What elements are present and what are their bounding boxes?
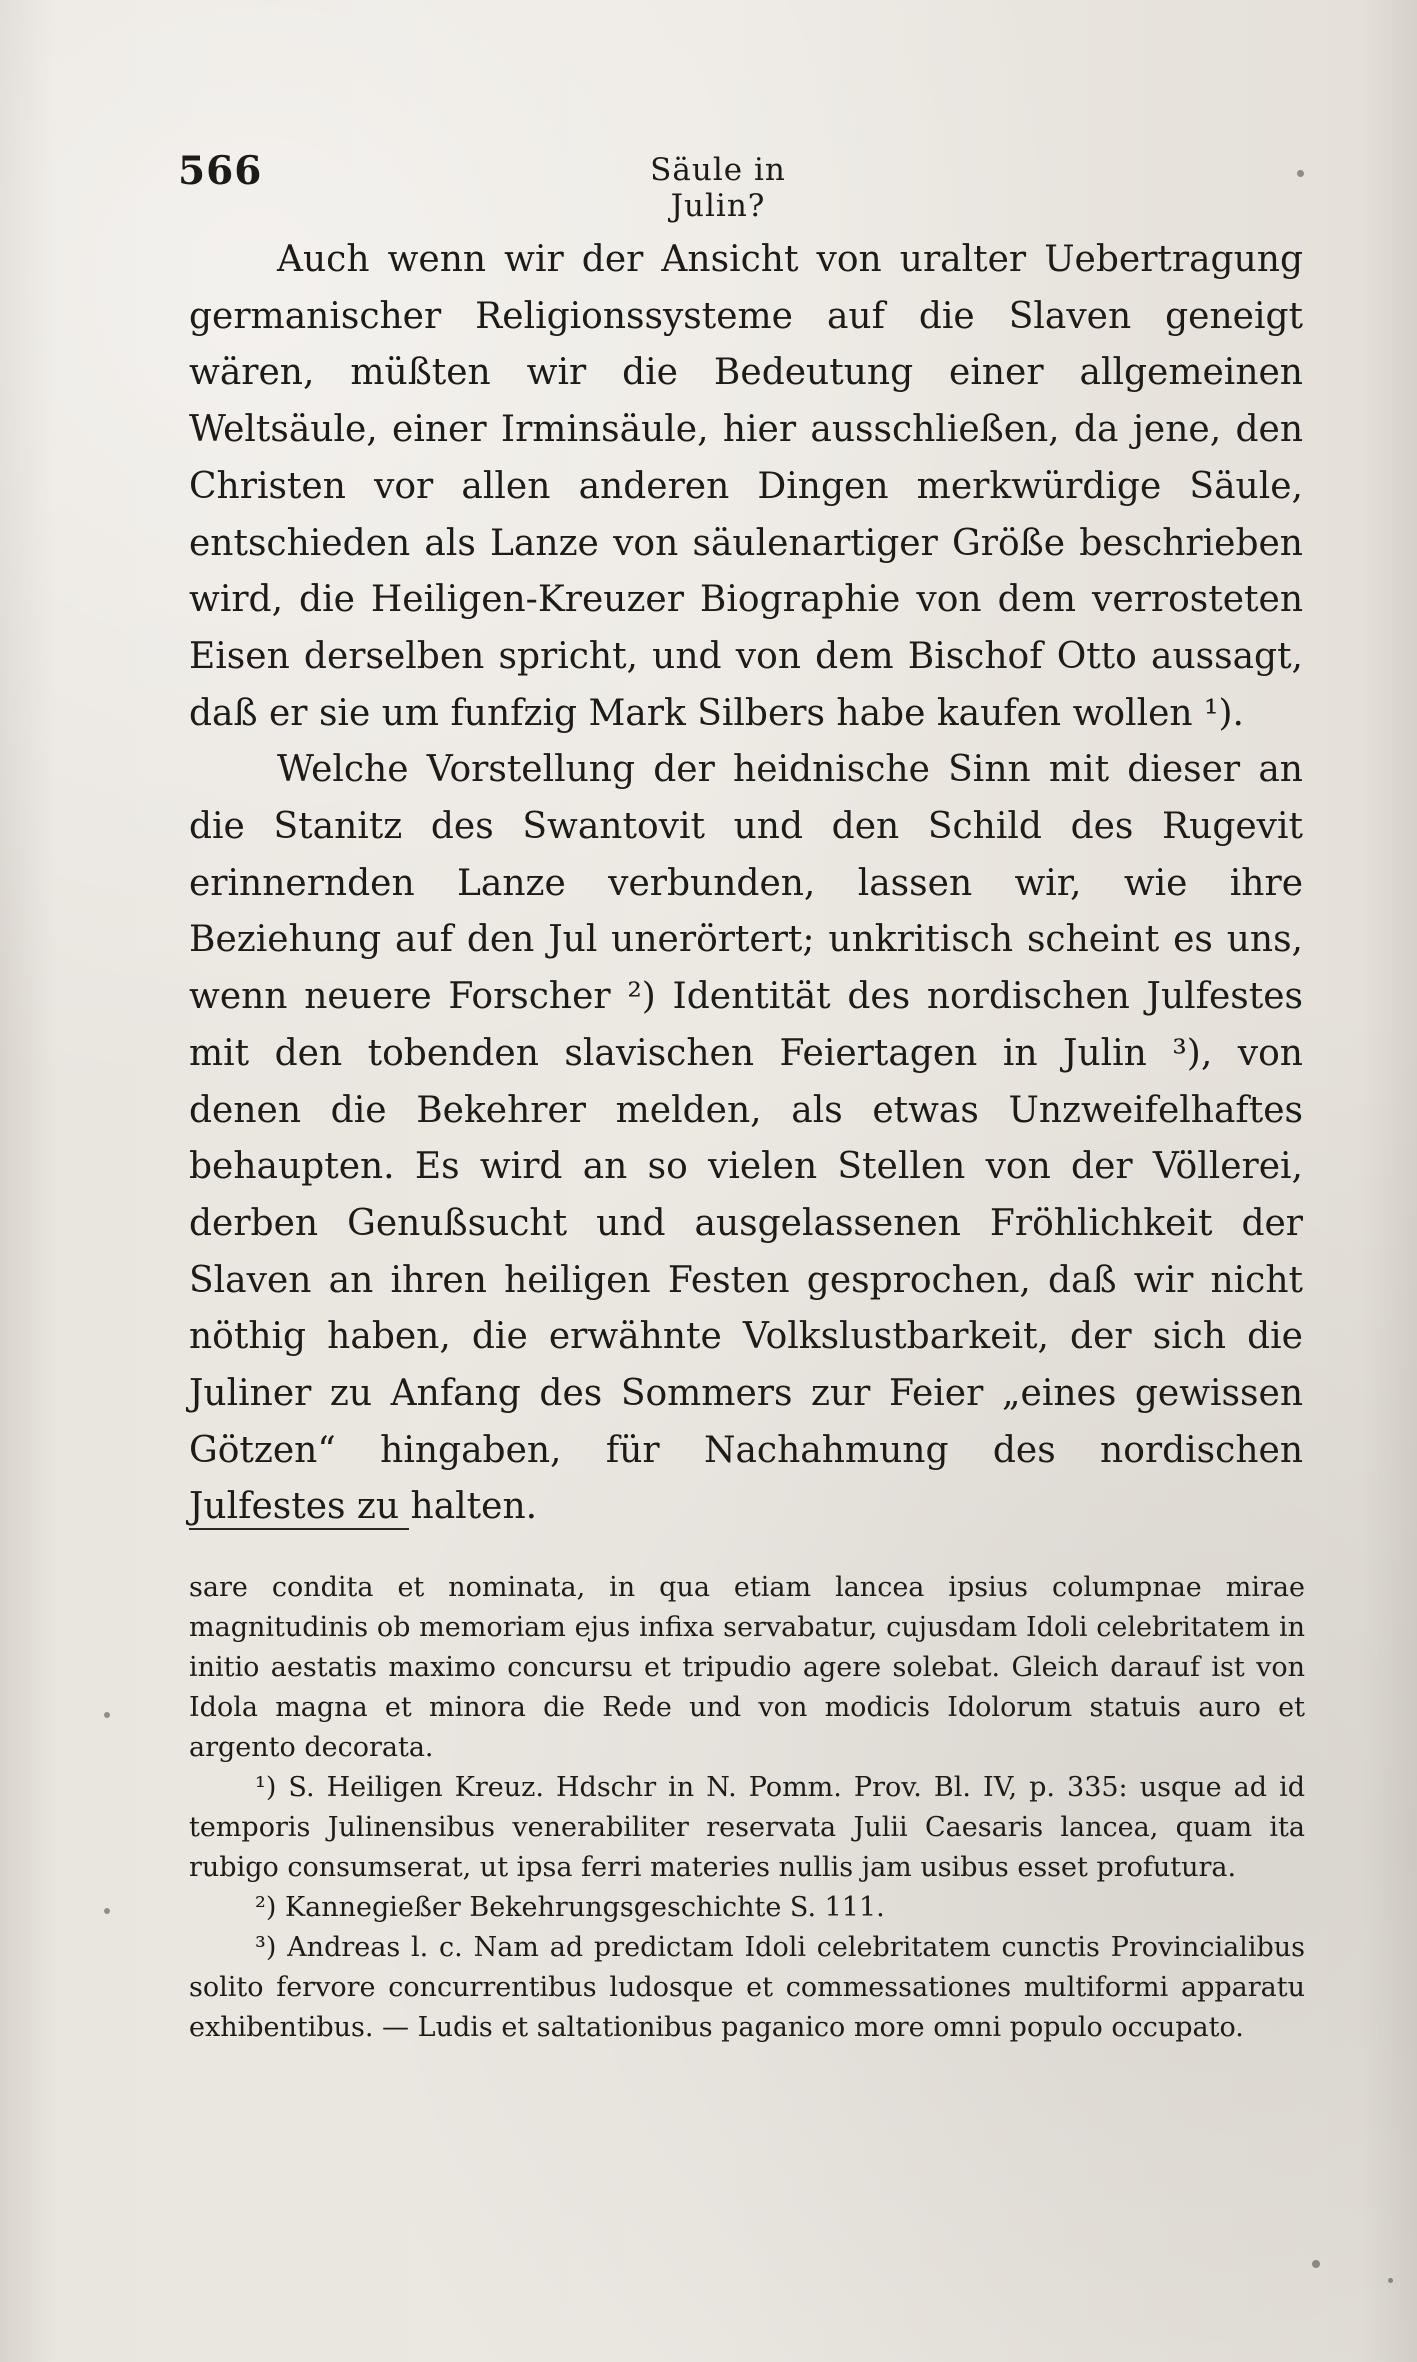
footnote-2: ²) Kannegießer Bekehrungsgeschichte S. 111.	[255, 1892, 885, 1923]
paragraph-1: Auch wenn wir der Ansicht von uralter Uebertragung germanischer Religionssysteme auf die Slaven geneigt wären, müßten wir die Bedeutung einer allgemeinen Weltsäule, einer Irminsäule, hier ausschließen, da jene, den Christen vor allen anderen Dingen merkwürdige Säule, entschieden als Lanze von säulenartiger Größe beschrieben wird, die Heiligen-Kreuzer Biographie von dem verrosteten Eisen derselben spricht, und von dem Bischof Otto aussagt, daß er sie um funfzig Mark Silbers habe kaufen wollen ¹).	[189, 239, 1303, 734]
paper-speck	[104, 1908, 110, 1914]
footnotes	[189, 1568, 1305, 2168]
paper-speck	[1297, 170, 1304, 177]
footnote-separator	[189, 1528, 409, 1530]
footnote-continuation: sare condita et nominata, in qua etiam lancea ipsius columpnae mirae magnitudinis ob memoriam ejus infixa servabatur, cujusdam Idoli celebritatem in initio aestatis maximo concursu et tripudio agere solebat. Gleich darauf ist von Idola magna et minora die Rede und von modicis Idolorum statuis auro et argento decorata.	[189, 1572, 1305, 1763]
paper-speck	[1312, 2260, 1320, 2268]
paragraph-2: Welche Vorstellung der heidnische Sinn mit dieser an die Stanitz des Swantovit und den Schild des Rugevit erinnernden Lanze verbunden, lassen wir, wie ihre Beziehung auf den Jul unerörtert; unkritisch scheint es uns, wenn neuere Forscher ²) Identität des nordischen Julfestes mit den tobenden slavischen Feiertagen in Julin ³), von denen die Bekehrer melden, als etwas Unzweifelhaftes behaupten. Es wird an so vielen Stellen von der Völlerei, derben Genußsucht und ausgelassenen Fröhlichkeit der Slaven an ihren heiligen Festen gesprochen, daß wir nicht nöthig haben, die erwähnte Volkslustbarkeit, der sich die Juliner zu Anfang des Sommers zur Feier „eines gewissen Götzen“ hingaben, für Nachahmung des nordischen Julfestes zu halten.	[189, 749, 1303, 1528]
footnote-3: ³) Andreas l. c. Nam ad predictam Idoli celebritatem cunctis Provincialibus solito fervore concurrentibus ludosque et commessationes multiformi apparatu exhibentibus. — Ludis et saltationibus paganico more omni populo occupato.	[189, 1932, 1305, 2043]
main-text	[189, 232, 1303, 1528]
footnote-1: ¹) S. Heiligen Kreuz. Hdschr in N. Pomm. Prov. Bl. IV, p. 335: usque ad id temporis Julinensibus venerabiliter reservata Julii Caesaris lancea, quam ita rubigo consumserat, ut ipsa ferri materies nullis jam usibus esset profutura.	[189, 1772, 1305, 1883]
page-number: 566	[178, 148, 263, 194]
paper-speck	[104, 1712, 110, 1718]
paper-speck	[1388, 2278, 1393, 2283]
running-title: Säule in Julin?	[650, 152, 786, 224]
page-header	[178, 148, 1298, 224]
